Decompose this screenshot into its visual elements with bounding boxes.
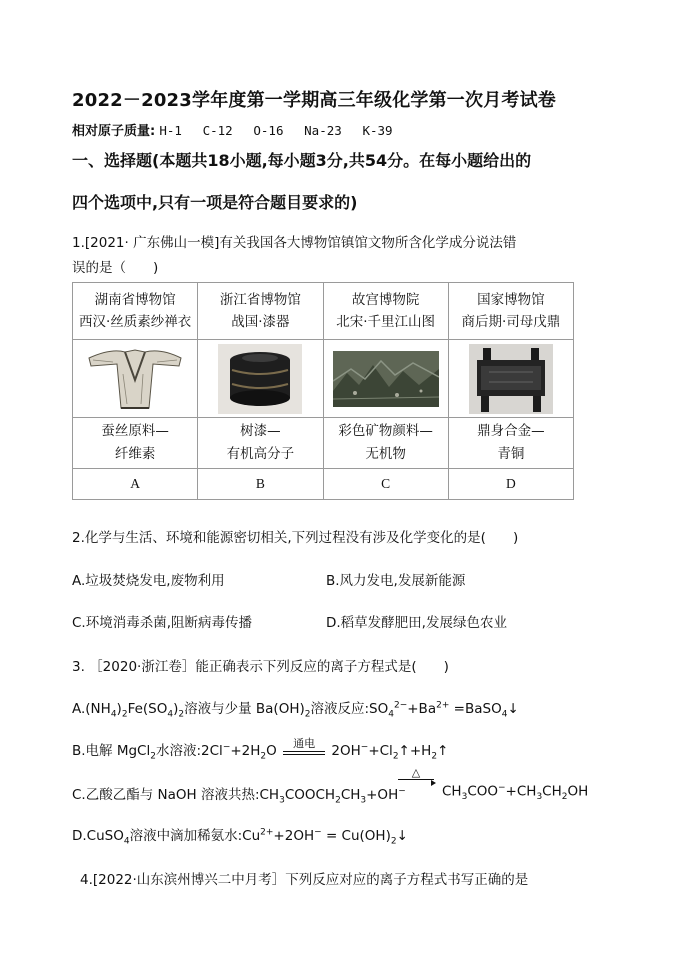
page-title: 2022－2023学年度第一学期高三年级化学第一次月考试卷 — [72, 90, 556, 111]
section-heading-line1: 一、选择题(本题共18小题,每小题3分,共54分。在每小题给出的 — [72, 151, 532, 170]
q4-stem: 4.[2022·山东滨州博兴二中月考］下列反应对应的离子方程式书写正确的是 — [80, 872, 529, 888]
table-cell-prop-c: 彩色矿物颜料— 无机物 — [323, 418, 448, 469]
q2-stem: 2.化学与生活、环境和能源密切相关,下列过程没有涉及化学变化的是( ) — [72, 530, 519, 546]
table-cell-museum-a: 湖南省博物馆 西汉·丝质素纱禅衣 — [73, 283, 198, 340]
q3-stem: 3. ［2020·浙江卷］能正确表示下列反应的离子方程式是( ) — [72, 659, 449, 675]
lacquerware-image — [198, 340, 323, 418]
atomic-mass-label: 相对原子质量: — [72, 124, 156, 139]
bronze-ding-image — [448, 340, 573, 418]
q3-option-a: $A.(NH_4)_2Fe(SO_4)_2$溶液与少量 $Ba(OH)_2$溶液反应$:SO_4^{2-}+Ba^{2+}$ =BaSO$_4$↓ — [72, 700, 519, 720]
table-cell-museum-b: 浙江省博物馆 战国·漆器 — [198, 283, 323, 340]
q3-option-d: D.CuSO$_4$溶液中滴加稀氨水$:Cu^{2+}+2OH^-$ = $Cu(OH)_2↓$ — [72, 827, 408, 847]
section-heading-line2: 四个选项中,只有一项是符合题目要求的) — [72, 193, 358, 212]
q3-option-b: B.电解 MgCl$_2$水溶液$:2Cl^-+2H_2O$ 通电 $2OH^-+Cl_2↑+H_2↑$ — [72, 737, 449, 762]
landscape-painting-image — [323, 340, 448, 418]
q2-option-b: B.风力发电,发展新能源 — [326, 573, 466, 589]
silk-robe-image — [73, 340, 198, 418]
table-cell-prop-a: 蚕丝原料— 纤维素 — [73, 418, 198, 469]
table-letter-a: A — [73, 469, 198, 500]
q3-option-c-products: $CH_3COO^-+CH_3CH_2OH$ — [442, 783, 589, 803]
atomic-mass-line — [72, 120, 393, 139]
heat-arrow: △ — [396, 766, 436, 780]
artifact-table — [72, 282, 574, 500]
table-cell-prop-d: 鼎身合金— 青铜 — [448, 418, 573, 469]
table-cell-museum-c: 故宫博物院 北宋·千里江山图 — [323, 283, 448, 340]
atomic-mass-c: C-12 — [202, 123, 233, 138]
table-cell-museum-d: 国家博物馆 商后期·司母戊鼎 — [448, 283, 573, 340]
q3-option-c: C.乙酸乙酯与 NaOH 溶液共热$:CH_3COOCH_2CH_3+OH^-$ — [72, 786, 406, 806]
atomic-mass-k: K-39 — [362, 123, 393, 138]
electrolysis-arrow: 通电 — [281, 743, 327, 759]
atomic-mass-na: Na-23 — [304, 123, 342, 138]
atomic-mass-o: O-16 — [253, 123, 284, 138]
atomic-mass-h: H-1 — [159, 123, 182, 138]
q1-stem-line1: 1.[2021· 广东佛山一模]有关我国各大博物馆镇馆文物所含化学成分说法错 — [72, 235, 517, 251]
table-letter-b: B — [198, 469, 323, 500]
q2-option-c: C.环境消毒杀菌,阻断病毒传播 — [72, 615, 253, 631]
q2-option-d: D.稻草发酵肥田,发展绿色农业 — [326, 615, 507, 631]
table-cell-prop-b: 树漆— 有机高分子 — [198, 418, 323, 469]
q2-option-a: A.垃圾焚烧发电,废物利用 — [72, 573, 225, 589]
q1-stem-line2: 误的是（ ) — [72, 260, 159, 276]
table-letter-c: C — [323, 469, 448, 500]
table-letter-d: D — [448, 469, 573, 500]
